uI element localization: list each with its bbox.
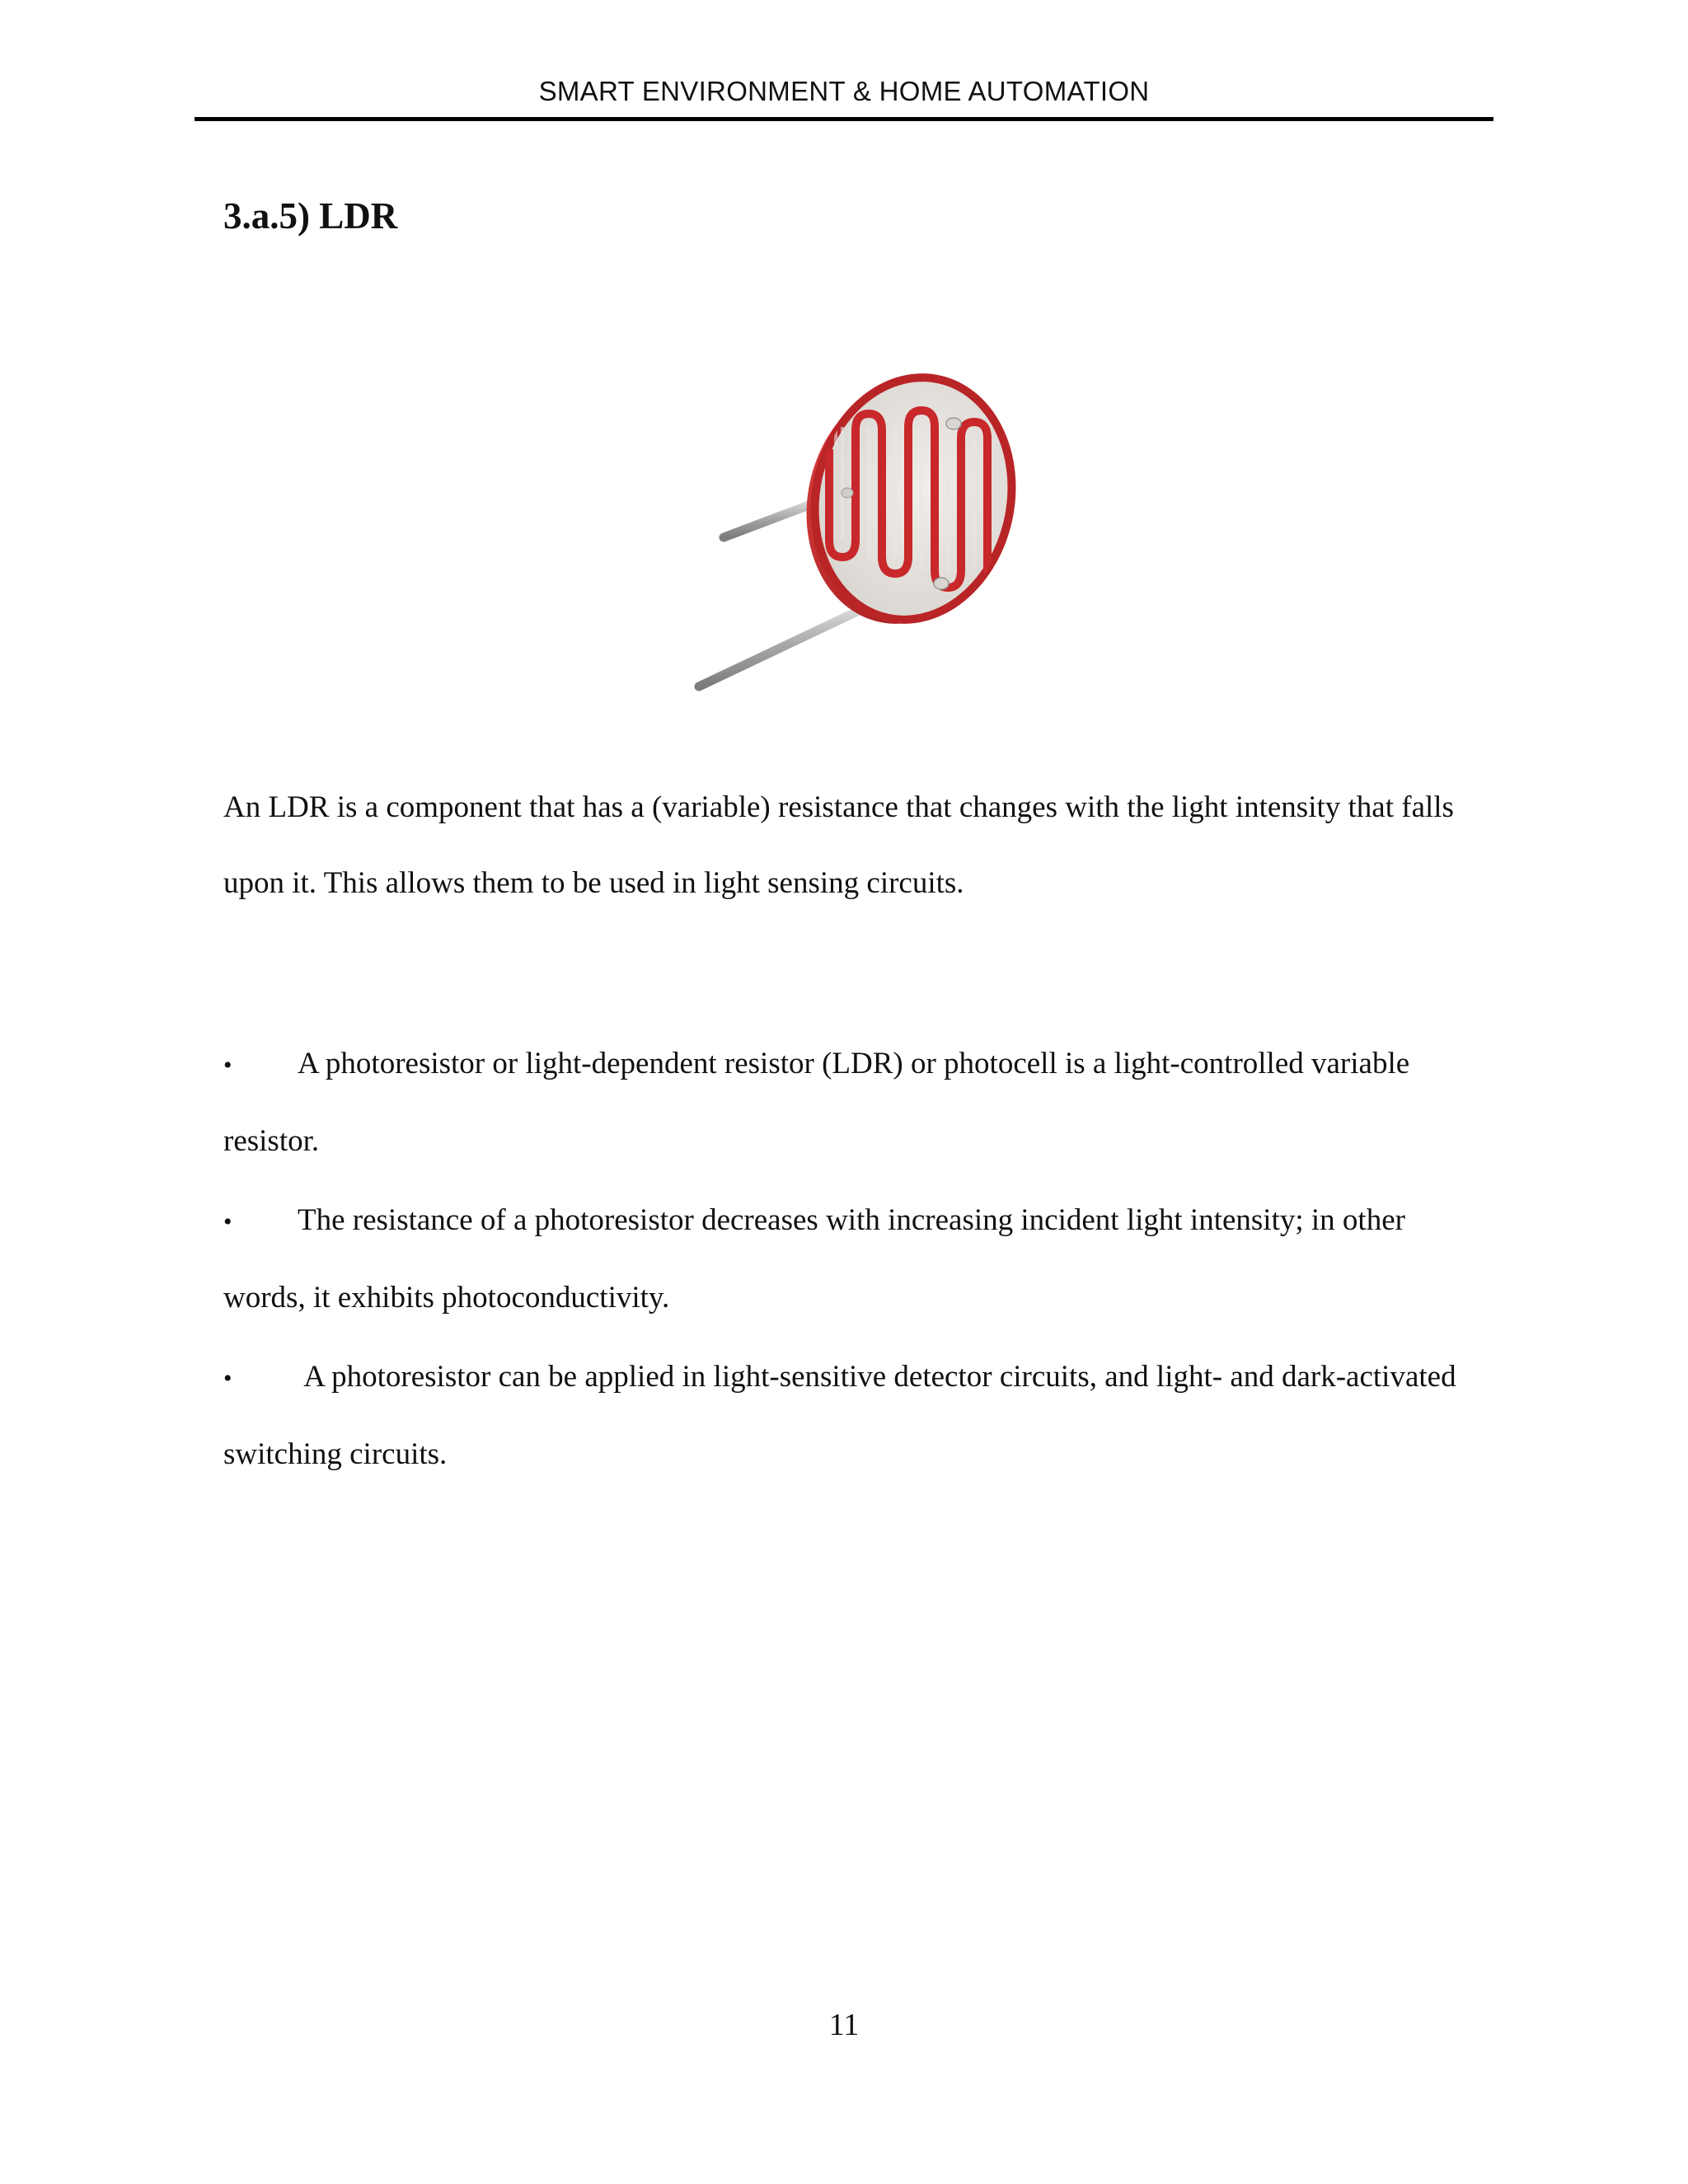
feature-list [223,1026,1493,1496]
ldr-photoresistor-image [626,354,1088,717]
intro-paragraph: An LDR is a component that has a (variable) resistance that changes with the light intensity that falls upon it. This allows them to be used in light sensing circuits. [223,790,1454,900]
ldr-photo [626,354,1088,717]
list-item-text: A photoresistor or light-dependent resistor (LDR) or photocell is a light-controlled variable resistor. [223,1047,1410,1158]
page-number: 11 [828,2008,860,2042]
bullet-icon: • [223,1208,232,1235]
header-rule [195,117,1493,121]
running-header: SMART ENVIRONMENT & HOME AUTOMATION [538,76,1150,106]
list-item [223,1339,1493,1493]
section-title: 3.a.5) LDR [223,195,398,237]
list-item [223,1183,1493,1336]
list-item-text: The resistance of a photoresistor decreases with increasing incident light intensity; in other words, it exhibits photoconductivity. [223,1203,1405,1315]
list-item-text: A photoresistor can be applied in light-sensitive detector circuits, and light- and dark-activated switching circuits. [223,1360,1464,1471]
bullet-icon: • [223,1365,232,1392]
bullet-icon: • [223,1052,232,1079]
list-item [223,1026,1493,1179]
